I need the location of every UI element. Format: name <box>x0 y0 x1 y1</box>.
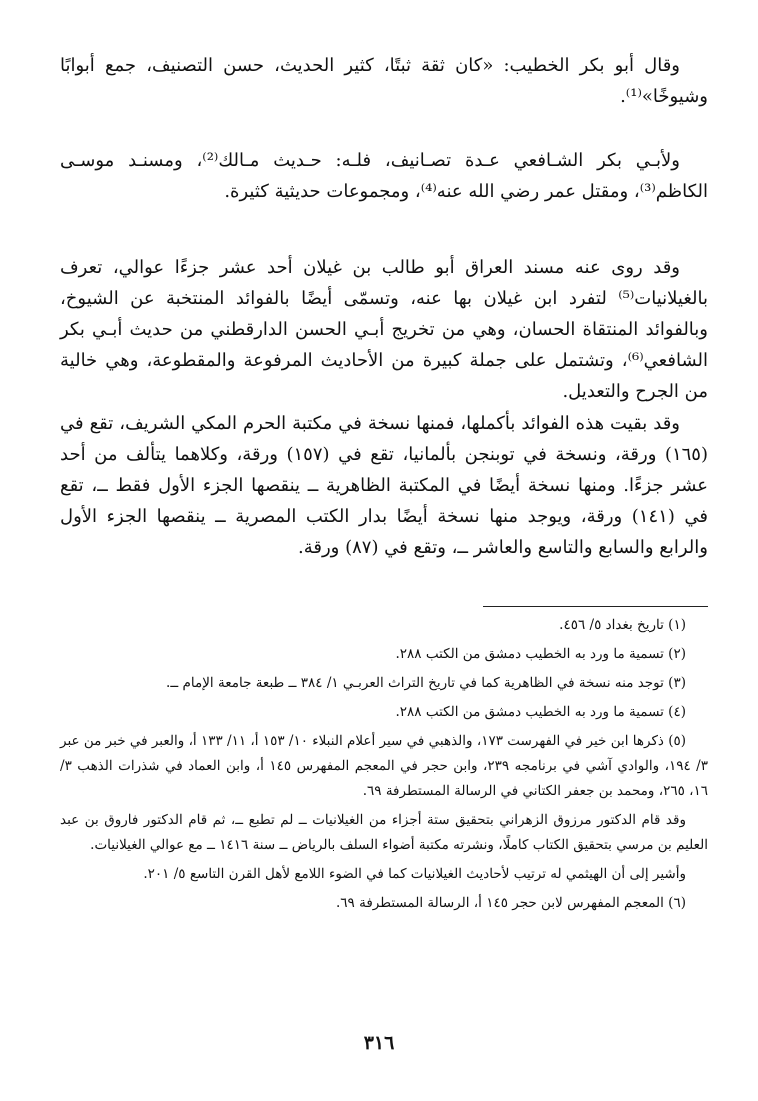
page-number: ٣١٦ <box>363 1032 395 1054</box>
footnote-2: (٢) تسمية ما ورد به الخطيب دمشق من الكتب ٢٨٨. <box>395 646 686 662</box>
footnote-5: (٥) ذكرها ابن خير في الفهرست ١٧٣، والذهبي في سير أعلام النبلاء ١٠/ ١٥٣ أ، ١١/ ١٣٣ أ، والعبر في خبر من عبر ٣/ ١٩٤، والوادي آشي في برنامجه ٢٣٩، وابن حجر في المعجم المفهرس ١٤٥ أ، وابن العماد في شذرات الذهب ٣/ ١٦، ٢٦٥، ومحمد بن جعفر الكتاني في الرسالة المستطرفة ٦٩. <box>60 733 709 799</box>
body-paragraph-2 <box>60 145 708 207</box>
body-paragraph-4 <box>60 408 708 563</box>
paragraph-text: ولأبـي بكر الشـافعي عـدة تصـانيف، فلـه: حـديث مـالك⁽²⁾، ومسنـد موسـى الكاظم⁽³⁾، ومقتل عمر رضي الله عنه⁽⁴⁾، ومجموعات حديثية كثيرة. <box>60 150 708 202</box>
footnotes <box>60 613 708 920</box>
paragraph-text: وقد روى عنه مسند العراق أبو طالب بن غيلان أحد عشر جزءًا عوالي، تعرف بالغيلانيات⁽⁵⁾ لتفرد ابن غيلان بها عنه، وتسمّى أيضًا بالفوائد المنتخبة عن الشيوخ، وبالفوائد المنتقاة الحسان، وهي من تخريج أبـي الحسن الدارقطني من حديث أبـي بكر الشافعي⁽⁶⁾، وتشتمل على جملة كبيرة من الأحاديث المرفوعة والمقطوعة، وهي خالية من الجرح والتعديل. <box>60 257 708 402</box>
body-paragraph-1 <box>60 50 708 112</box>
footnote-3: (٣) توجد منه نسخة في الظاهرية كما في تاريخ التراث العربـي ١/ ٣٨٤ ــ طبعة جامعة الإمام ــ. <box>166 675 686 691</box>
footnote-5-continued: وقد قام الدكتور مرزوق الزهراني بتحقيق ستة أجزاء من الغيلانيات ــ لم تطبع ــ، ثم قام الدكتور فاروق بن عبد العليم بن مرسي بتحقيق الكتاب كاملًا، ونشرته مكتبة أضواء السلف بالرياض ــ سنة ١٤١٦ ــ مع عوالي الغيلانيات. <box>60 812 708 853</box>
paragraph-text: وقال أبو بكر الخطيب: «كان ثقة ثبتًا، كثير الحديث، حسن التصنيف، جمع أبوابًا وشيوخًا»⁽¹⁾. <box>60 55 708 107</box>
footnote-6: (٦) المعجم المفهرس لابن حجر ١٤٥ أ، الرسالة المستطرفة ٦٩. <box>336 895 686 911</box>
footnote-4: (٤) تسمية ما ورد به الخطيب دمشق من الكتب ٢٨٨. <box>395 704 686 720</box>
paragraph-text: وقد بقيت هذه الفوائد بأكملها، فمنها نسخة في مكتبة الحرم المكي الشريف، تقع في (١٦٥) ورقة، ونسخة في توبنجن بألمانيا، تقع في (١٥٧) ورقة، وكلاهما يتألف من أحد عشر جزءًا. ومنها نسخة أيضًا في المكتبة الظاهرية ــ ينقصها الجزء الأول فقط ــ، تقع في (١٤١) ورقة، ويوجد منها نسخة أيضًا بدار الكتب المصرية ــ ينقصها الجزء الأول والرابع والسابع والتاسع والعاشر ــ، وتقع في (٨٧) ورقة. <box>60 413 708 558</box>
footnote-1: (١) تاريخ بغداد ٥/ ٤٥٦. <box>559 617 686 633</box>
body-paragraph-3 <box>60 252 708 407</box>
footnote-separator <box>483 606 708 607</box>
footnote-5-note: وأشير إلى أن الهيثمي له ترتيب لأحاديث الغيلانيات كما في الضوء اللامع لأهل القرن التاسع ٥/ ٢٠١. <box>143 866 686 882</box>
